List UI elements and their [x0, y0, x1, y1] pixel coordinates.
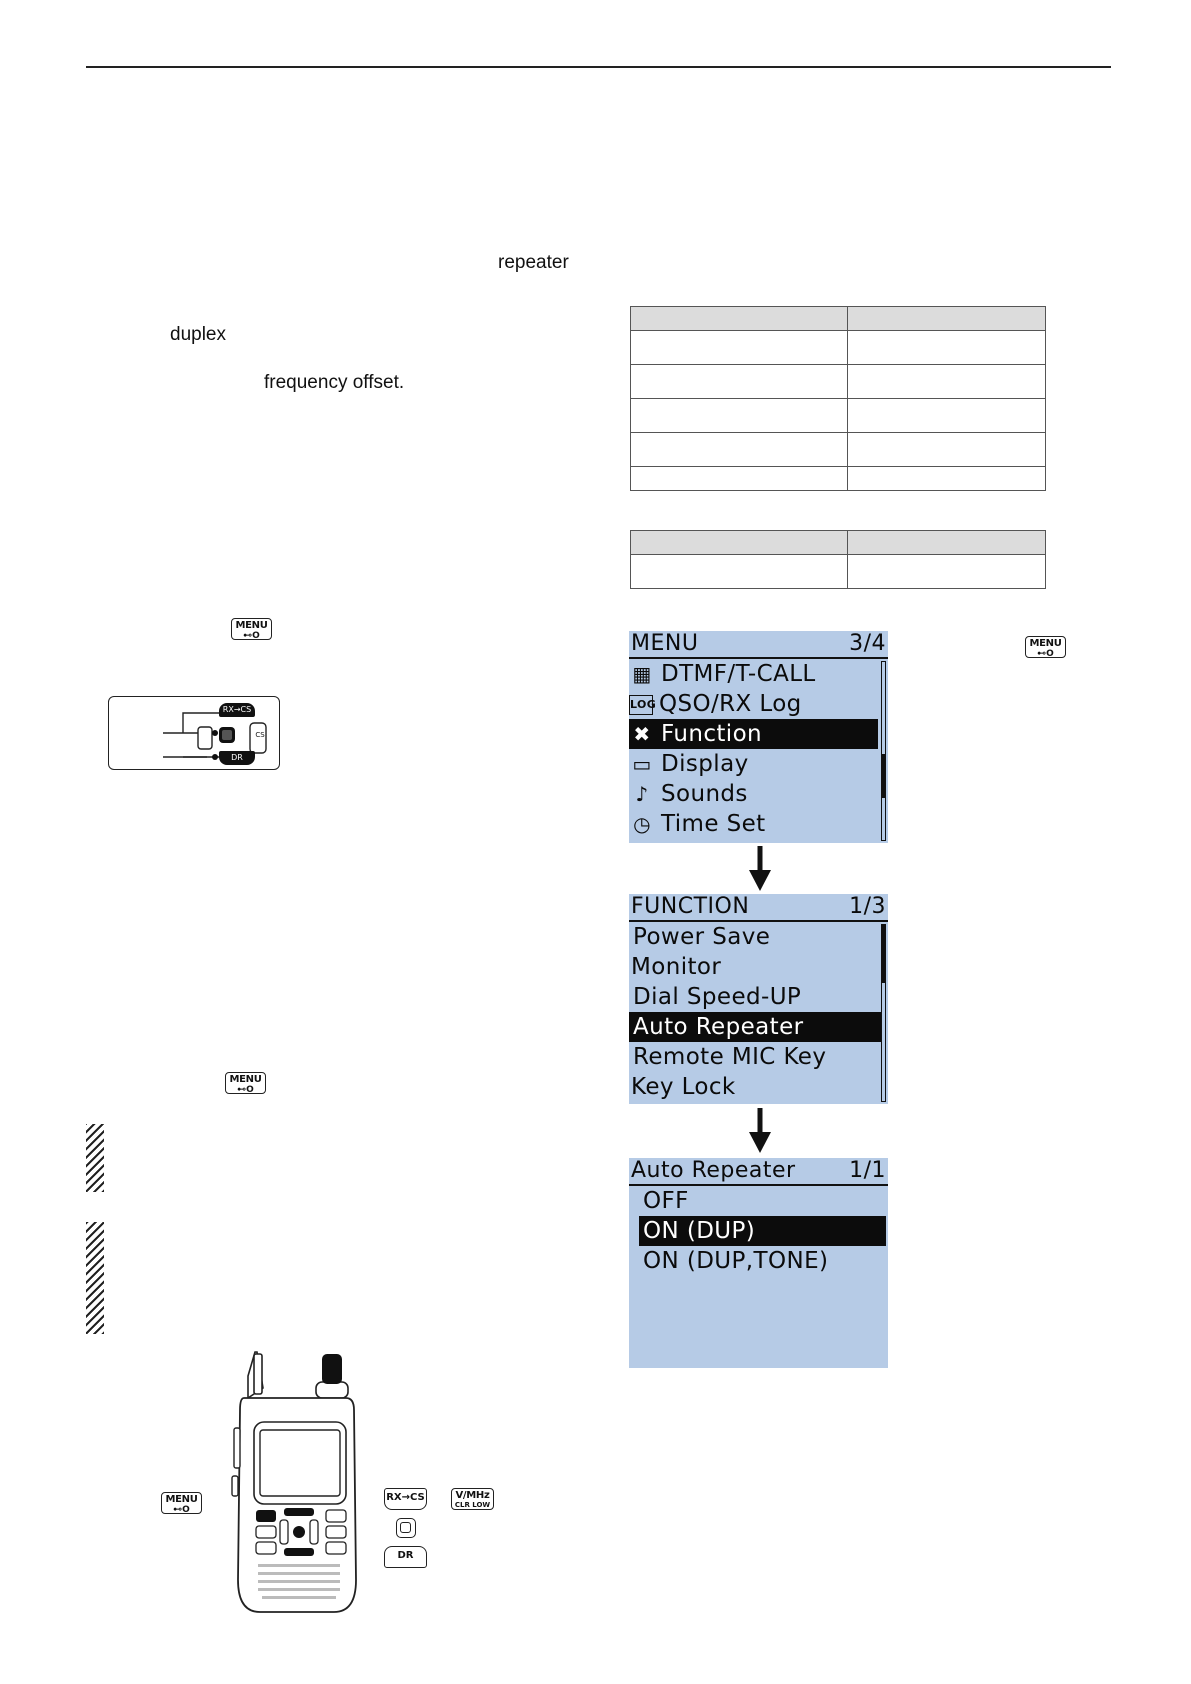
menu-key-symbol: ⊷O [1037, 649, 1054, 659]
lcd-header [629, 1158, 888, 1186]
menu-key-symbol: ⊷O [237, 1085, 254, 1095]
dr-key-icon: DR [219, 751, 255, 765]
word-frequency-offset: frequency offset. [264, 372, 405, 393]
option-off[interactable]: OFF [643, 1188, 689, 1214]
menu-item-dtmf[interactable] [629, 659, 876, 689]
monitor-icon: ▭ [632, 752, 652, 776]
table-cell [631, 467, 848, 491]
menu-item-sounds[interactable] [629, 779, 876, 809]
function-item-power-save[interactable]: Power Save [633, 924, 771, 950]
arrow-down-icon [748, 846, 772, 892]
vmhz-key-sublabel: CLR LOW [454, 1501, 491, 1509]
table-cell [848, 365, 1046, 399]
grid-icon: ▦ [632, 662, 652, 686]
log-icon: LOG [629, 695, 653, 715]
table-cell [631, 331, 848, 365]
option-on-dup-tone[interactable]: ON (DUP,TONE) [643, 1248, 829, 1274]
note-marker [86, 1124, 104, 1192]
keypad-illustration [108, 696, 280, 770]
lcd-scrollbar-thumb[interactable] [882, 754, 885, 798]
menu-item-label: Time Set [661, 811, 766, 837]
menu-key-icon [161, 1492, 202, 1514]
menu-item-function[interactable] [629, 719, 878, 749]
function-item-monitor[interactable]: Monitor [631, 954, 722, 980]
radio-illustration [230, 1350, 365, 1614]
menu-item-label: Sounds [661, 781, 748, 807]
table-cell [631, 365, 848, 399]
menu-key-icon [231, 618, 272, 640]
menu-key-label: MENU [229, 1074, 262, 1085]
note-icon: ♪ [635, 782, 649, 806]
lcd-header [629, 631, 888, 659]
menu-item-time-set[interactable] [629, 809, 876, 839]
option-on-dup[interactable]: ON (DUP) [639, 1216, 886, 1246]
menu-key-icon [225, 1072, 266, 1094]
lcd-menu-screen [629, 631, 888, 843]
menu-key-label: MENU [165, 1494, 198, 1505]
table-cell [631, 433, 848, 467]
offset-table [630, 306, 1046, 491]
menu-item-label: Function [661, 721, 763, 747]
vmhz-key-label: V/MHz [455, 1490, 490, 1501]
lcd-title: MENU [631, 631, 699, 656]
arrow-down-icon [748, 1108, 772, 1154]
lcd-page-indicator: 1/3 [849, 894, 886, 919]
lcd-function-screen [629, 894, 888, 1104]
table-header-cell [848, 307, 1046, 331]
table-header-cell [631, 531, 848, 555]
function-item-remote-mic-key[interactable]: Remote MIC Key [633, 1044, 827, 1070]
dr-key-icon: DR [384, 1546, 427, 1568]
word-repeater: repeater [498, 252, 569, 273]
lcd-page-indicator: 3/4 [849, 631, 886, 656]
rx-cs-key-icon: RX→CS [219, 703, 255, 717]
menu-key-icon [1025, 636, 1066, 658]
table-header-cell [631, 307, 848, 331]
function-item-dial-speed-up[interactable]: Dial Speed-UP [633, 984, 802, 1010]
lcd-header [629, 894, 888, 922]
note-marker [86, 1222, 104, 1334]
table-cell [631, 399, 848, 433]
function-item-auto-repeater[interactable]: Auto Repeater [629, 1012, 882, 1042]
lcd-auto-repeater-screen [629, 1158, 888, 1368]
tools-icon: ✖ [633, 722, 651, 746]
table-cell [848, 433, 1046, 467]
menu-item-label: Display [661, 751, 749, 777]
table-cell [848, 467, 1046, 491]
table-cell [848, 331, 1046, 365]
lcd-title: FUNCTION [631, 894, 750, 919]
lcd-title: Auto Repeater [631, 1158, 796, 1183]
word-duplex: duplex [170, 324, 226, 345]
lcd-scrollbar[interactable] [881, 661, 886, 841]
rx-cs-key-icon: RX→CS [384, 1488, 427, 1510]
vmhz-key-icon [451, 1488, 494, 1510]
lcd-scrollbar[interactable] [881, 924, 886, 1102]
region-table [630, 530, 1046, 589]
clock-icon: ◷ [633, 812, 651, 836]
menu-key-symbol: ⊷O [243, 631, 260, 641]
table-cell [848, 399, 1046, 433]
menu-key-symbol: ⊷O [173, 1505, 190, 1515]
menu-item-label: QSO/RX Log [659, 691, 802, 717]
lcd-scrollbar-thumb[interactable] [882, 925, 885, 983]
center-button-icon [396, 1518, 416, 1538]
lcd-page-indicator: 1/1 [849, 1158, 886, 1183]
table-cell [848, 555, 1046, 589]
table-header-cell [848, 531, 1046, 555]
menu-item-display[interactable] [629, 749, 876, 779]
cs-key-label: CS [255, 731, 265, 739]
menu-key-label: MENU [235, 620, 268, 631]
menu-key-label: MENU [1029, 638, 1062, 649]
function-item-key-lock[interactable]: Key Lock [631, 1074, 736, 1100]
header-rule [86, 66, 1111, 68]
table-cell [631, 555, 848, 589]
menu-item-label: DTMF/T-CALL [661, 661, 816, 687]
menu-item-qso-log[interactable] [629, 689, 876, 719]
